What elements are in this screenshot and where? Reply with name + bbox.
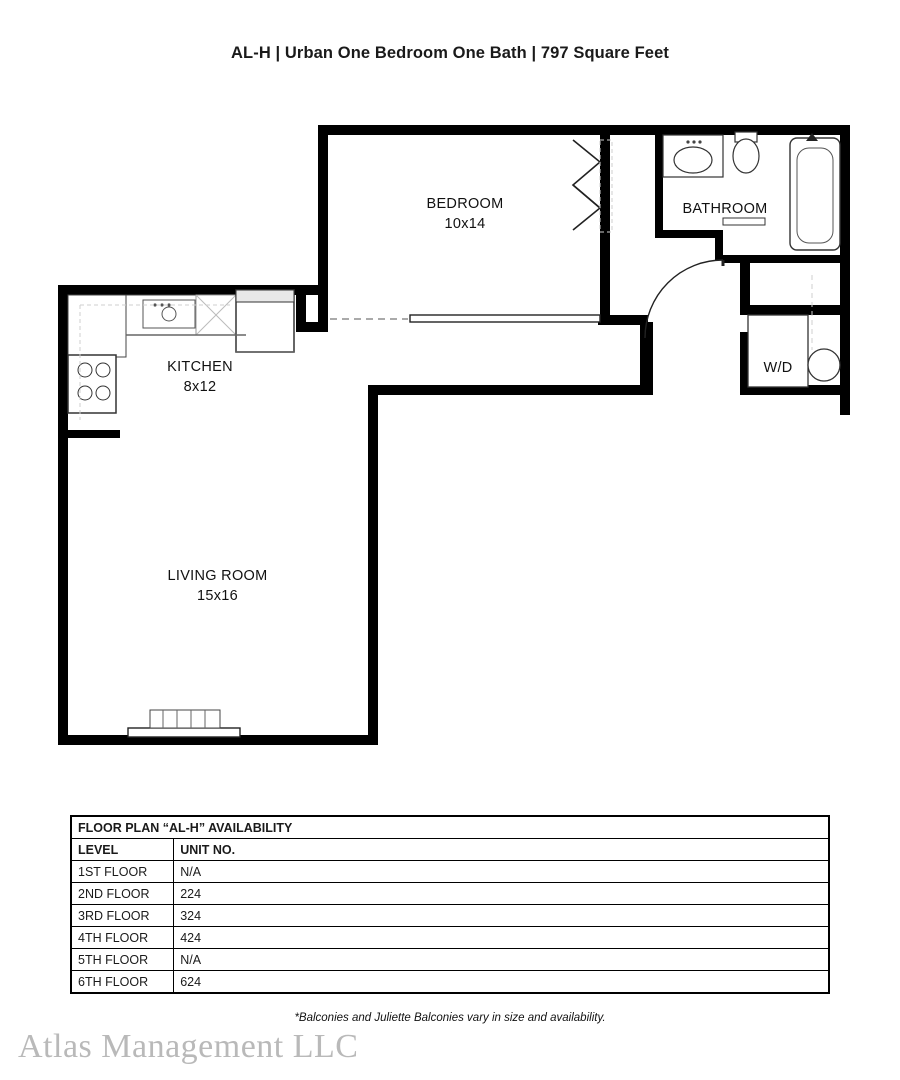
cell-unit: 324 <box>174 905 829 927</box>
availability-title: FLOOR PLAN “AL-H” AVAILABILITY <box>72 817 829 839</box>
table-row <box>72 971 829 993</box>
room-name-living-room: LIVING ROOM <box>167 568 268 584</box>
availability-title-row <box>72 817 829 839</box>
room-label-washer-dryer <box>748 359 808 379</box>
room-name-bathroom: BATHROOM <box>682 201 768 217</box>
room-name-kitchen: KITCHEN <box>167 359 233 375</box>
page-title: AL-H | Urban One Bedroom One Bath | 797 Square Feet <box>231 44 669 62</box>
room-dims-living-room: 15x16 <box>196 587 238 604</box>
cell-unit: 224 <box>174 883 829 905</box>
room-dims-bedroom: 10x14 <box>444 215 486 232</box>
room-label-living-room <box>155 567 280 606</box>
room-name-washer-dryer: W/D <box>763 360 793 376</box>
floor-plan-drawing <box>0 100 900 790</box>
availability-table <box>70 815 830 994</box>
column-header-level: LEVEL <box>72 839 174 861</box>
room-label-bathroom <box>660 200 790 220</box>
room-name-bedroom: BEDROOM <box>426 196 504 212</box>
table-row <box>72 861 829 883</box>
watermark: Atlas Management LLC <box>18 1028 359 1065</box>
cell-level: 6TH FLOOR <box>72 971 174 993</box>
column-header-unit-no: UNIT NO. <box>174 839 829 861</box>
cell-level: 1ST FLOOR <box>72 861 174 883</box>
room-label-bedroom <box>405 195 525 234</box>
room-dims-kitchen: 8x12 <box>183 378 217 395</box>
table-row <box>72 905 829 927</box>
cell-unit: N/A <box>174 861 829 883</box>
cell-unit: 624 <box>174 971 829 993</box>
availability-column-header-row <box>72 839 829 861</box>
cell-unit: 424 <box>174 927 829 949</box>
table-row <box>72 949 829 971</box>
footnote: *Balconies and Juliette Balconies vary in size and availability. <box>294 1012 606 1024</box>
cell-unit: N/A <box>174 949 829 971</box>
table-row <box>72 927 829 949</box>
cell-level: 4TH FLOOR <box>72 927 174 949</box>
cell-level: 2ND FLOOR <box>72 883 174 905</box>
table-row <box>72 883 829 905</box>
cell-level: 3RD FLOOR <box>72 905 174 927</box>
room-label-kitchen <box>140 358 260 397</box>
cell-level: 5TH FLOOR <box>72 949 174 971</box>
